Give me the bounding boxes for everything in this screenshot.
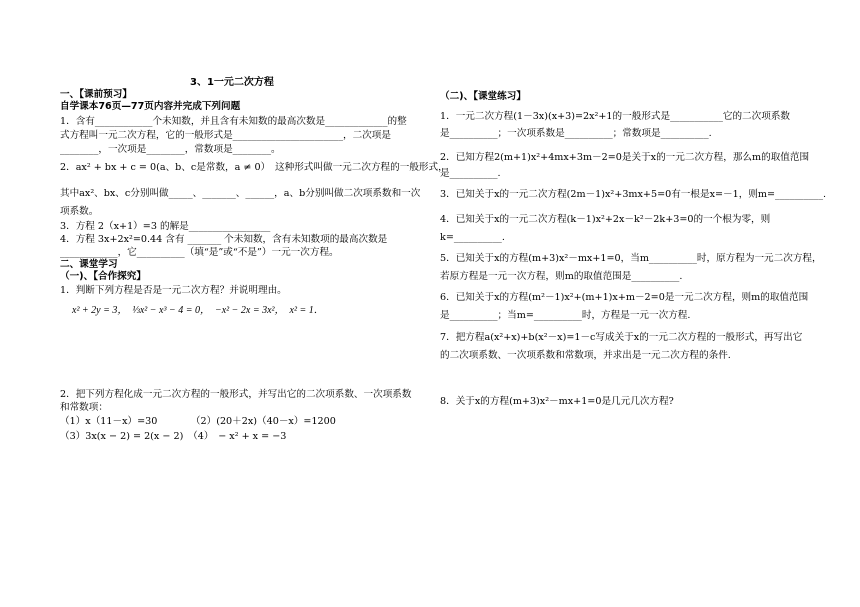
question-2-line-1: 2．ax² + bx + c = 0(a、b、c是常数，a ≠ 0） 这种形式叫做一元二次方程的一般形式， (60, 162, 448, 173)
question-4-line-1: 4．方程 3x+2x²=0.44 含有 _______ 个未知数，含有未知数项的最高次数是 (60, 234, 388, 245)
practice-6-line-1: 6．已知关于x的方程(m²－1)x²+(m+1)x+m－2=0是一元二次方程，则m的取值范围 (440, 292, 809, 303)
exercise-2-line-1: 2．把下列方程化成一元二次方程的一般形式，并写出它的二次项系数、一次项系数 (60, 389, 412, 400)
practice-1-line-2: 是__________；一次项系数是__________；常数项是__________. (440, 128, 712, 139)
section-preview-heading: 一、【课前预习】 (60, 89, 132, 100)
exercise-2-line-2: 和常数项： (60, 402, 108, 413)
practice-3: 3．已知关于x的一元二次方程(2m－1)x²+3mx+5=0有一根是x=－1，则m=__________. (440, 189, 827, 200)
practice-8: 8．关于x的方程(m+3)x²－mx+1=0是几元几次方程? (440, 396, 674, 407)
practice-7-line-1: 7．把方程a(x²+x)+b(x²－x)=1－c写成关于x的一元二次方程的一般形式，再写出它 (440, 332, 803, 343)
exercise-1: 1．判断下列方程是否是一元二次方程？并说明理由。 (60, 285, 287, 296)
practice-7-line-2: 的二次项系数、一次项系数和常数项，并求出是一元二次方程的条件. (440, 350, 731, 361)
practice-5-line-1: 5．已知关于x的方程(m+3)x²－mx+1=0，当m__________时，原方程为一元二次方程， (440, 253, 822, 264)
question-4-line-2: ____________，它__________（填“是”或“不是”）一元一次方程。 (60, 247, 339, 258)
section-preview-instruction: 自学课本76页—77页内容并完成下列问题 (60, 101, 241, 112)
section-explore-heading: （一)、【合作探究】 (60, 271, 146, 282)
question-3: 3．方程 2（x+1）=3 的解是_________________ (60, 221, 271, 232)
practice-2-line-2: 是__________. (440, 168, 501, 179)
exercise-2-line-4: （3）3x(x − 2) = 2(x − 2) （4） − x² + x = −3 (60, 431, 287, 442)
exercise-1-equations: x² + 2y = 3， ⅓x² − x³ − 4 = 0， −x² − 2x = 3x²， x² = 1． (72, 305, 324, 316)
question-2-line-2: 其中ax²、bx、c分别叫做_____、_______、______，a、b分别叫做二次项系数和一次 (60, 188, 421, 199)
practice-4-line-2: k=__________. (440, 232, 505, 243)
practice-5-line-2: 若原方程是一元一次方程，则m的取值范围是__________. (440, 271, 683, 282)
exercise-2-line-3: （1）x（11－x）=30 （2）(20＋2x)（40－x）=1200 (60, 416, 336, 427)
section-class-heading: 二、课堂学习 (60, 259, 118, 270)
practice-4-line-1: 4．已知关于x的一元二次方程(k－1)x²+2x－k²－2k+3=0的一个根为零，则 (440, 214, 771, 225)
practice-6-line-2: 是__________；当m=__________时，方程是一元一次方程. (440, 310, 691, 321)
practice-1-line-1: 1．一元二次方程(1－3x)(x+3)=2x²+1的一般形式是___________它的二次项系数 (440, 111, 791, 122)
section-practice-heading: （二)、【课堂练习】 (440, 91, 526, 102)
question-1-line-3: ________，一次项是________，常数项是________。 (60, 144, 281, 155)
question-1-line-1: 1．含有____________个未知数，并且含有未知数的最高次数是_____________的整 (60, 116, 407, 127)
question-1-line-2: 式方程叫一元二次方程，它的一般形式是_______________________，二次项是 (60, 130, 391, 141)
practice-2-line-1: 2．已知方程2(m+1)x²+4mx+3m－2=0是关于x的一元二次方程，那么m的取值范围 (440, 152, 810, 163)
page-title: 3、1一元二次方程 (190, 77, 274, 88)
question-2-line-3: 项系数。 (60, 206, 99, 217)
